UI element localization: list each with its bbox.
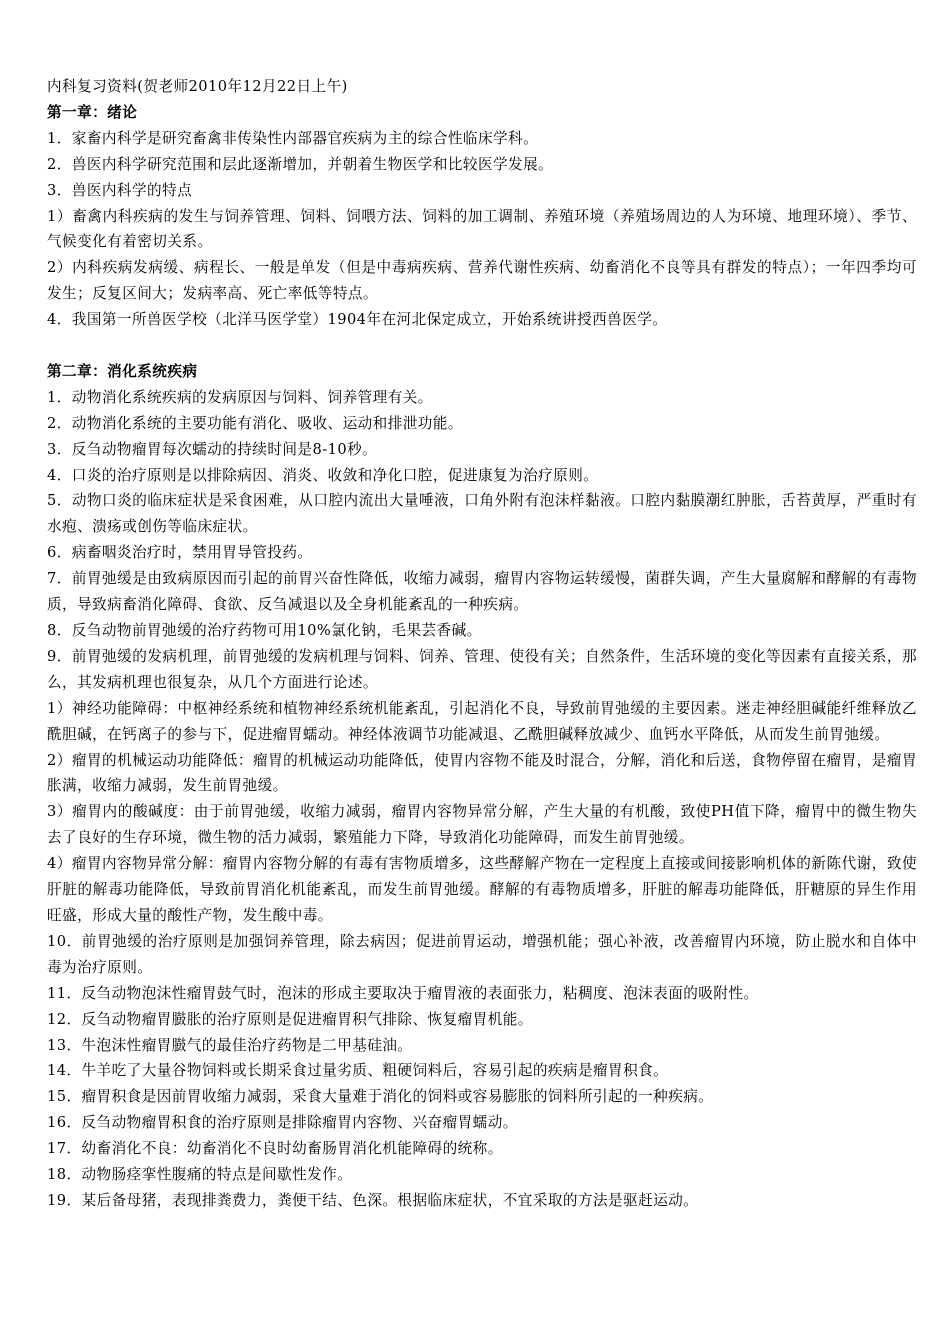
ch2-item: 3．反刍动物瘤胃每次蠕动的持续时间是8-10秒。	[47, 440, 378, 458]
ch2-item: 4．口炎的治疗原则是以排除病因、消炎、收敛和净化口腔，促进康复为治疗原则。	[47, 466, 599, 484]
ch2-item: 5．动物口炎的临床症状是采食困难，从口腔内流出大量唾液，口角外附有泡沫样黏液。口腔内黏膜潮红肿胀，舌苔黄厚，严重时有水疱、溃疡或创伤等临床症状。	[47, 492, 917, 536]
ch1-item: 3．兽医内科学的特点	[47, 181, 193, 199]
chapter-1-heading: 第一章：绪论	[47, 103, 138, 121]
ch2-item: 15．瘤胃积食是因前胃收缩力减弱，采食大量难于消化的饲料或容易膨胀的饲料所引起的一种疾病。	[47, 1088, 714, 1106]
ch2-item: 11．反刍动物泡沫性瘤胃鼓气时，泡沫的形成主要取决于瘤胃液的表面张力，粘稠度、泡沫表面的吸附性。	[47, 984, 759, 1002]
ch1-item: 2）内科疾病发病缓、病程长、一般是单发（但是中毒病疾病、营养代谢性疾病、幼畜消化不良等具有群发的特点）；一年四季均可发生；反复区间大；发病率高、死亡率低等特点。	[47, 259, 917, 303]
ch2-item: 2）瘤胃的机械运动功能降低：瘤胃的机械运动功能降低，使胃内容物不能及时混合，分解，消化和后送，食物停留在瘤胃，是瘤胃胀满，收缩力减弱，发生前胃弛缓。	[47, 751, 917, 795]
ch2-item: 19．某后备母猪，表现排粪费力，粪便干结、色深。根据临床症状，不宜采取的方法是驱赶运动。	[47, 1191, 699, 1209]
ch2-item: 14．牛羊吃了大量谷物饲料或长期采食过量劣质、粗硬饲料后，容易引起的疾病是瘤胃积食。	[47, 1062, 669, 1080]
document-title: 内科复习资料(贺老师2010年12月22日上午)	[47, 78, 348, 95]
ch1-item: 2．兽医内科学研究范围和层此逐渐增加，并朝着生物医学和比较医学发展。	[47, 155, 554, 173]
ch2-item: 1）神经功能障碍：中枢神经系统和植物神经系统机能紊乱，引起消化不良，导致前胃弛缓的主要因素。迷走神经胆碱能纤维释放乙酰胆碱，在钙离子的参与下，促进瘤胃蠕动。神经体液调节功能减退、乙酰胆碱释放减少、血钙水平降低，从而发生前胃弛缓。	[47, 699, 917, 743]
chapter-2-heading: 第二章：消化系统疾病	[47, 362, 198, 380]
ch2-item: 1．动物消化系统疾病的发病原因与饲料、饲养管理有关。	[47, 388, 433, 406]
ch2-item: 2．动物消化系统的主要功能有消化、吸收、运动和排泄功能。	[47, 414, 463, 432]
ch2-item: 17．幼畜消化不良：幼畜消化不良时幼畜肠胃消化机能障碍的统称。	[47, 1140, 503, 1158]
ch2-item: 7．前胃弛缓是由致病原因而引起的前胃兴奋性降低，收缩力减弱，瘤胃内容物运转缓慢，菌群失调，产生大量腐解和酵解的有毒物质，导致病畜消化障碍、食欲、反刍减退以及全身机能紊乱的一种疾病。	[47, 570, 917, 614]
ch2-item: 12．反刍动物瘤胃臌胀的治疗原则是促进瘤胃积气排除、恢复瘤胃机能。	[47, 1010, 533, 1028]
ch2-item: 3）瘤胃内的酸碱度：由于前胃弛缓，收缩力减弱，瘤胃内容物异常分解，产生大量的有机酸，致使PH值下降，瘤胃中的微生物失去了良好的生存环境，微生物的活力减弱，繁殖能力下降，导致消化功能障碍，而发生前胃弛缓。	[47, 803, 917, 847]
ch1-item: 1．家畜内科学是研究畜禽非传染性内部器官疾病为主的综合性临床学科。	[47, 129, 539, 147]
ch2-item: 4）瘤胃内容物异常分解：瘤胃内容物分解的有毒有害物质增多，这些酵解产物在一定程度上直接或间接影响机体的新陈代谢，致使肝脏的解毒功能降低，导致前胃消化机能紊乱，而发生前胃弛缓。酵解的有毒物质增多，肝脏的解毒功能降低，肝糖原的异生作用旺盛，形成大量的酸性产物，发生酸中毒。	[47, 855, 917, 924]
ch1-item: 1）畜禽内科疾病的发生与饲养管理、饲料、饲喂方法、饲料的加工调制、养殖环境（养殖场周边的人为环境、地理环境）、季节、气候变化有着密切关系。	[47, 207, 917, 251]
ch2-item: 6．病畜咽炎治疗时，禁用胃导管投药。	[47, 544, 313, 562]
ch2-item: 13．牛泡沫性瘤胃臌气的最佳治疗药物是二甲基硅油。	[47, 1036, 413, 1054]
ch2-item: 10．前胃弛缓的治疗原则是加强饲养管理，除去病因；促进前胃运动，增强机能；强心补液，改善瘤胃内环境，防止脱水和自体中毒为治疗原则。	[47, 932, 917, 976]
document-page	[47, 74, 917, 1214]
ch2-item: 18．动物肠痉挛性腹痛的特点是间歇性发作。	[47, 1166, 353, 1184]
section-spacer	[47, 333, 917, 359]
ch2-item: 9．前胃弛缓的发病机理，前胃弛缓的发病机理与饲料、饲养、管理、使役有关；自然条件，生活环境的变化等因素有直接关系，那么，其发病机理也很复杂，从几个方面进行论述。	[47, 647, 917, 691]
ch2-item: 8．反刍动物前胃弛缓的治疗药物可用10%氯化钠，毛果芸香碱。	[47, 622, 482, 640]
ch1-item: 4．我国第一所兽医学校（北洋马医学堂）1904年在河北保定成立，开始系统讲授西兽医学。	[47, 311, 668, 329]
ch2-item: 16．反刍动物瘤胃积食的治疗原则是排除瘤胃内容物、兴奋瘤胃蠕动。	[47, 1114, 518, 1132]
